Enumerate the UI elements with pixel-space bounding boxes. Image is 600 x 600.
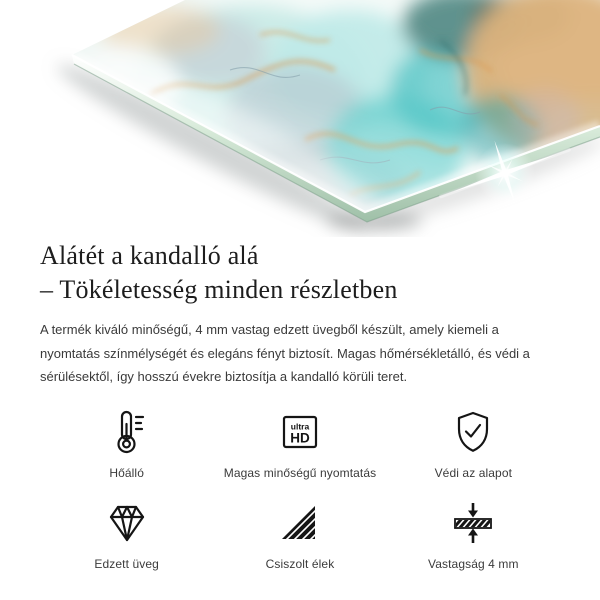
feature-print-quality xyxy=(213,409,386,480)
thermometer-icon xyxy=(109,409,145,455)
product-description: A termék kiváló minőségű, 4 mm vastag edzett üvegből készült, amely kiemeli a nyomtatás színmélységét és elegáns fényt biztosít. Magas hőmérsékletálló, és védi a sérülésektől, így hosszú évekre biztosítja a kandalló körüli teret. xyxy=(40,322,530,384)
feature-heat-resistant xyxy=(40,409,213,480)
feature-label: Vastagság 4 mm xyxy=(428,556,519,571)
feature-label: Edzett üveg xyxy=(94,556,159,571)
svg-text:ultra: ultra xyxy=(290,421,310,431)
feature-label: Védi az alapot xyxy=(434,465,513,480)
page-title xyxy=(40,239,560,307)
product-detail-section xyxy=(0,239,600,571)
page-title-line2: – Tökéletesség minden részletben xyxy=(40,275,398,304)
feature-label: Magas minőségű nyomtatás xyxy=(223,465,377,480)
feature-protects-base xyxy=(387,409,560,480)
ultra-hd-icon xyxy=(280,409,320,455)
hero-section xyxy=(0,0,600,237)
svg-text:HD: HD xyxy=(290,430,310,445)
page-title-line1: Alátét a kandalló alá xyxy=(40,241,259,270)
shield-check-icon xyxy=(453,409,493,455)
glass-fireplace-underlay-photo xyxy=(0,0,600,237)
feature-grid xyxy=(40,409,560,571)
feature-polished-edges xyxy=(213,500,386,571)
polished-edges-icon xyxy=(280,500,320,546)
feature-label: Hőálló xyxy=(109,465,144,480)
thickness-icon xyxy=(450,500,496,546)
diamond-icon xyxy=(104,500,150,546)
feature-tempered-glass xyxy=(40,500,213,571)
feature-label: Csiszolt élek xyxy=(265,556,335,571)
feature-thickness xyxy=(387,500,560,571)
